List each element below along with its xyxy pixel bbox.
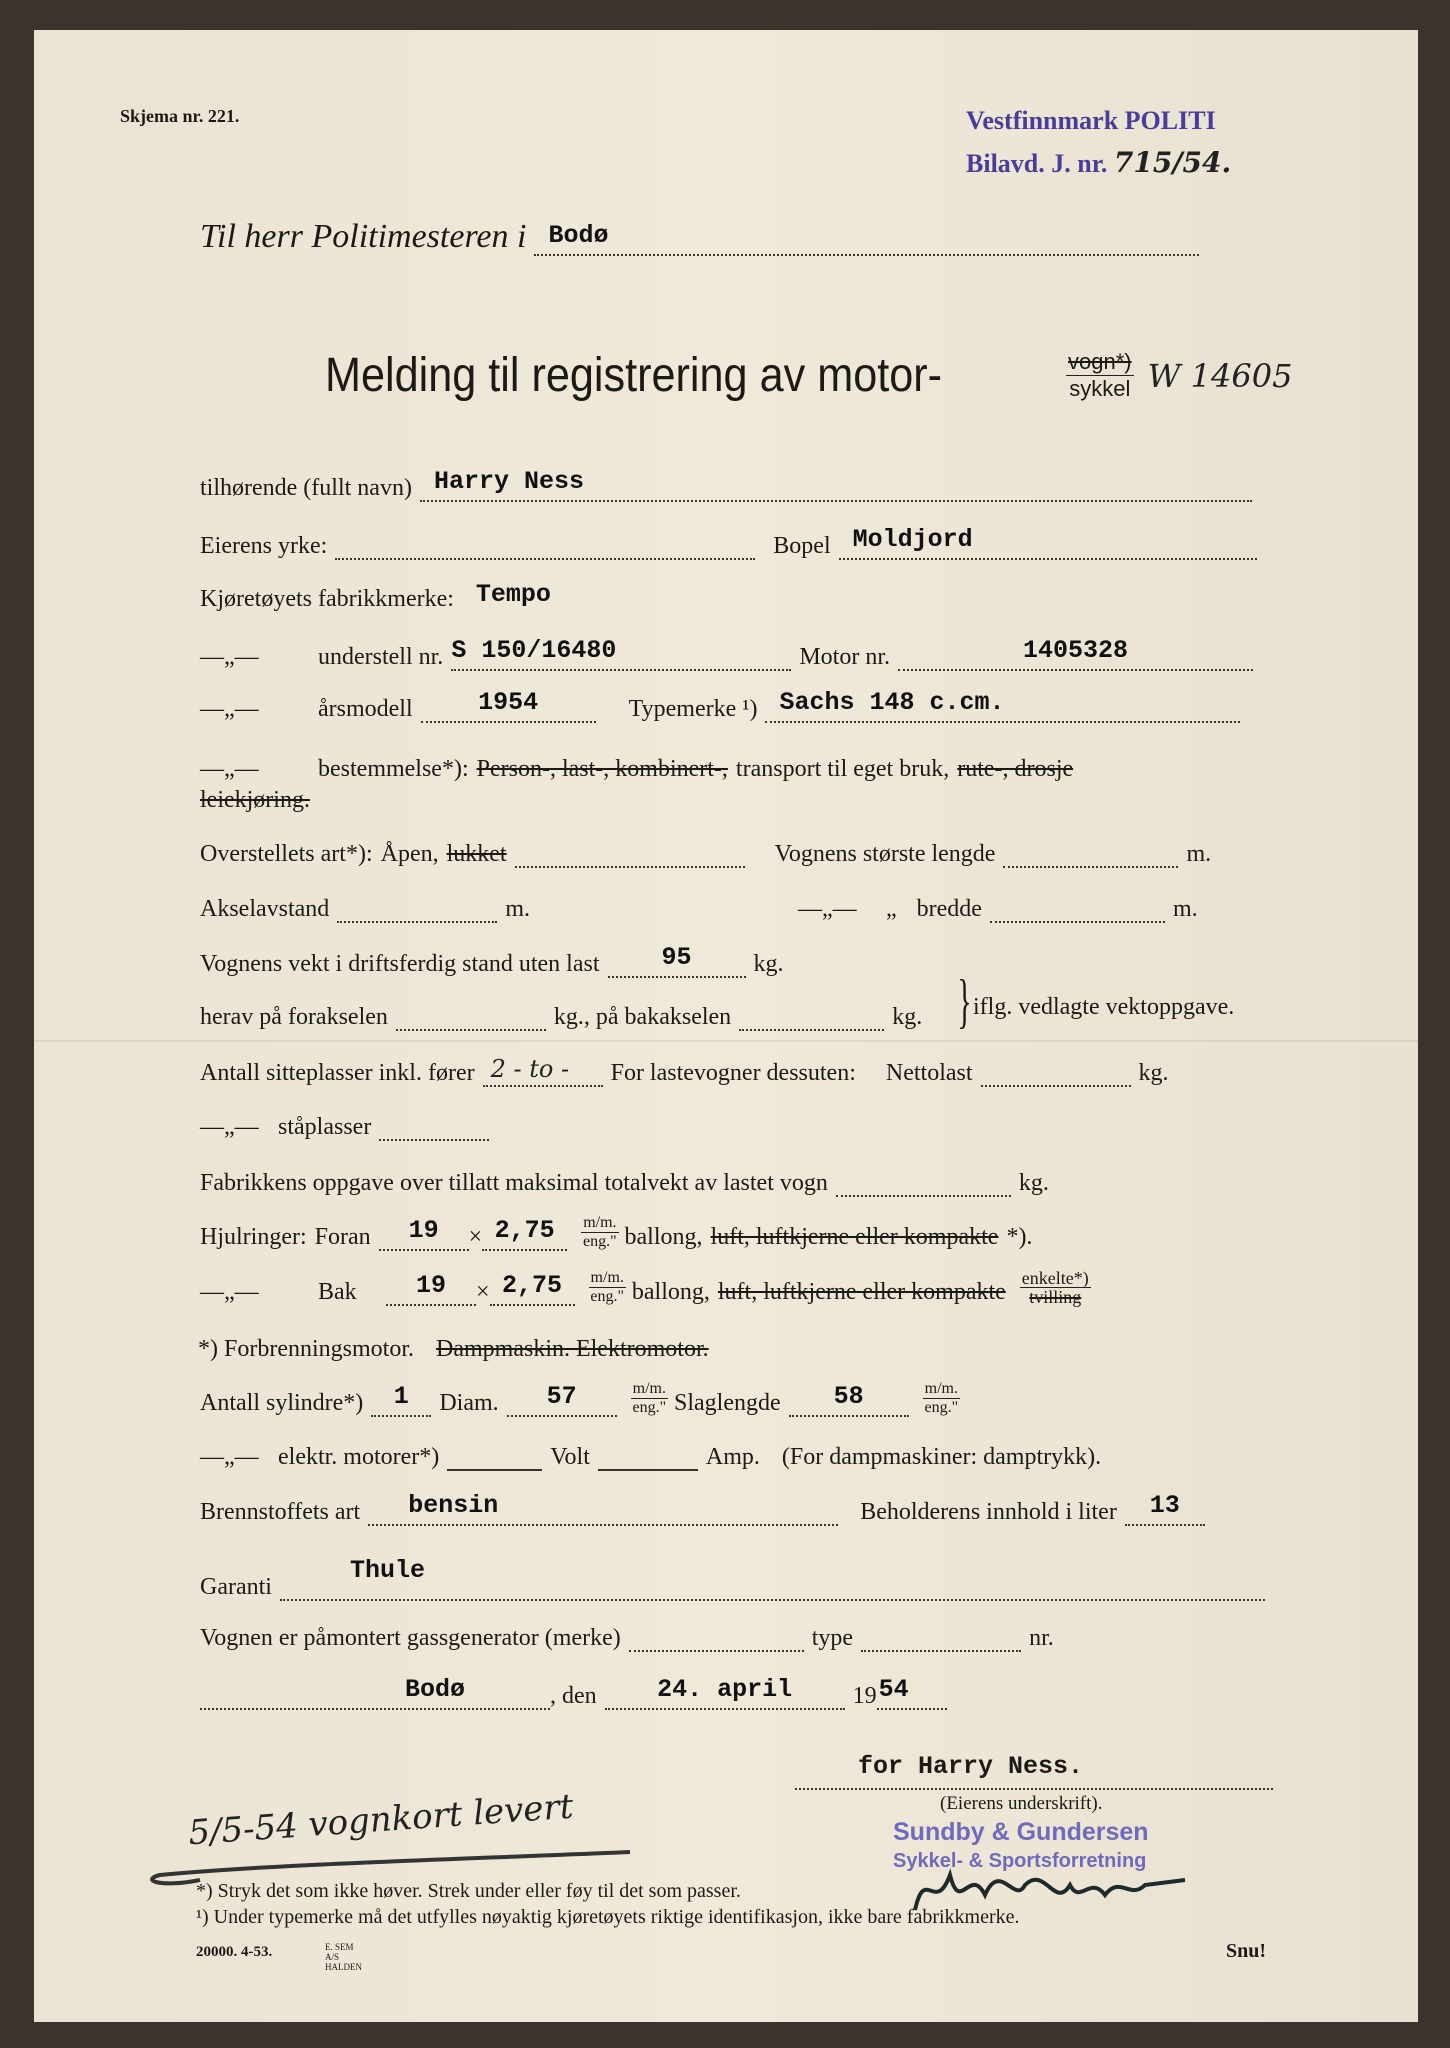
residence-field[interactable]: [839, 525, 1257, 560]
purpose-row-2: [200, 780, 318, 814]
length-label: Vognens største lengde: [774, 841, 996, 867]
single-option: enkelte*): [1021, 1268, 1089, 1288]
front-wheels-row: Hjulringer: Foran 19 × 2,75 $\frac{m/m.}{\text{eng."}}$ ballong, luft, luftkjerne eller kompakte *).: [200, 1214, 1033, 1250]
day-value: 24. april: [657, 1675, 793, 1704]
signature-typed: for Harry Ness.: [858, 1752, 1084, 1781]
fuel-value: bensin: [408, 1491, 499, 1520]
front-label: Foran: [314, 1224, 371, 1250]
ditto-mark: —„—: [200, 696, 259, 722]
year-label: årsmodell: [318, 696, 413, 722]
cylinders-value: 1: [393, 1382, 409, 1411]
den-label: , den: [550, 1683, 597, 1709]
front-axle-label: herav på forakselen: [200, 1004, 388, 1030]
ballong-label: ballong,: [631, 1279, 710, 1305]
option-sykkel: sykkel: [1069, 376, 1131, 401]
handwritten-note: 5/5-54 vognkort levert: [187, 1786, 575, 1854]
weight-label: Vognens vekt i driftsferdig stand uten last: [200, 951, 600, 977]
body-label: Overstellets art*):: [200, 841, 373, 867]
rear-wheels-row: —„— Bak 19 × 2,75 $\frac{m/m.}{\text{eng."}}$ ballong, luft, luftkjerne eller kompakte $\frac{\text{enkelte*)}}{\text{tvilling}}$: [200, 1268, 1089, 1307]
max-weight-unit: kg.: [1018, 1170, 1049, 1196]
purpose-selected: transport til eget bruk,: [735, 756, 950, 782]
type-value: Sachs 148 c.cm.: [779, 688, 1005, 717]
addressee-value: Bodø: [548, 221, 609, 250]
front-wheel-a-value: 19: [408, 1216, 439, 1245]
unit-top: m/m.: [924, 1380, 958, 1397]
diameter-field[interactable]: [507, 1382, 617, 1417]
warranty-value: Thule: [349, 1556, 425, 1585]
width-field[interactable]: [990, 891, 1165, 923]
electric-label: elektr. motorer*): [278, 1444, 440, 1470]
axle-field[interactable]: [337, 891, 497, 923]
ditto-mark: —„—: [797, 896, 857, 922]
footnote-2: ¹) Under typemerke må det utfylles nøyaktig kjøretøyets riktige identifikasjon, ikke bare fabrikkmerke.: [196, 1906, 1020, 1928]
struck-tire-types: luft, luftkjerne eller kompakte: [717, 1279, 1006, 1305]
unit-top: m/m.: [583, 1214, 617, 1231]
gas-label: Vognen er påmontert gassgenerator (merke): [200, 1625, 621, 1651]
day-field[interactable]: [605, 1675, 845, 1710]
place-value: Bodø: [404, 1675, 465, 1704]
owner-value: Harry Ness: [433, 467, 584, 496]
occupation-label: Eierens yrke:: [200, 533, 328, 559]
stroke-label: Slaglengde: [673, 1390, 781, 1416]
cylinders-row: [200, 1380, 966, 1417]
gas-make-field[interactable]: [629, 1620, 804, 1652]
dealer-stamp-line2: Sykkel- & Sportsforretning: [893, 1850, 1147, 1872]
stroke-value: 58: [833, 1382, 864, 1411]
gas-type-label: type: [811, 1625, 854, 1651]
fuel-row: [200, 1492, 1213, 1526]
weight-unit: kg.: [753, 951, 784, 977]
printer-name: E. SEM A/S HALDEN: [325, 1942, 362, 1972]
brace: }: [957, 968, 972, 1034]
owner-label: tilhørende (fullt navn): [200, 475, 412, 501]
net-load-label: Nettolast: [885, 1060, 973, 1086]
ditto-mark: —„—: [200, 1114, 259, 1140]
seats-label: Antall sitteplasser inkl. fører: [200, 1060, 475, 1086]
truck-label: For lastevogner dessuten:: [610, 1060, 856, 1086]
addressee-row: [200, 212, 1207, 256]
weight-row: [200, 944, 792, 978]
twin-option: tvilling: [1029, 1287, 1082, 1307]
signature-line[interactable]: [795, 1788, 1273, 1790]
place-field[interactable]: [200, 1675, 550, 1710]
year-field[interactable]: [877, 1675, 947, 1710]
unit-bottom: eng.": [924, 1399, 959, 1416]
width-label: bredde: [916, 896, 982, 922]
footnote-mark: *).: [1006, 1224, 1033, 1250]
gas-type-field[interactable]: [861, 1620, 1021, 1652]
rear-axle-label: kg., på bakakselen: [553, 1004, 732, 1030]
signature-caption: (Eierens underskrift).: [940, 1793, 1103, 1814]
body-open: Åpen,: [380, 841, 439, 867]
seats-value: 2 - to -: [490, 1055, 570, 1083]
owner-field[interactable]: [420, 467, 1252, 502]
chassis-value: S 150/16480: [451, 636, 617, 665]
struck-tire-types: luft, luftkjerne eller kompakte: [710, 1224, 999, 1250]
police-stamp-line1: Vestfinnmark POLITI: [966, 106, 1216, 135]
standing-label: ståplasser: [278, 1114, 372, 1140]
purpose-struck-options: Person-, last-, kombinert-,: [476, 756, 728, 782]
max-weight-field[interactable]: [836, 1165, 1011, 1197]
warranty-label: Garanti: [200, 1574, 272, 1600]
front-unit: [581, 1214, 618, 1251]
seats-row: [200, 1053, 1177, 1087]
standing-field[interactable]: [379, 1109, 489, 1141]
single-twin: [1020, 1269, 1091, 1306]
weight-note: iflg. vedlagte vektoppgave.: [973, 994, 1235, 1020]
addressee-field[interactable]: [534, 216, 1199, 256]
ditto-mark: —„—: [200, 1279, 259, 1305]
title-text: Melding til registrering av motor-: [325, 349, 943, 402]
unit-bottom: eng.": [590, 1288, 625, 1305]
fold-line: [34, 1040, 1418, 1042]
front-wheel-a[interactable]: [379, 1216, 469, 1251]
front-wheel-b-value: 2,75: [494, 1216, 555, 1245]
stroke-unit: [923, 1380, 960, 1417]
fuel-field[interactable]: [368, 1491, 838, 1526]
seats-field[interactable]: [483, 1055, 603, 1087]
journal-label: Bilavd. J. nr.: [966, 149, 1108, 178]
year-row: [200, 689, 1248, 723]
page-title: [325, 348, 1292, 403]
electric-field[interactable]: [447, 1439, 542, 1471]
body-row: [200, 834, 1219, 868]
combustion-engine: *) Forbrenningsmotor.: [198, 1336, 414, 1362]
axle-unit: m.: [505, 896, 530, 922]
unit-bottom: eng.": [632, 1399, 667, 1416]
year-field[interactable]: [421, 688, 596, 723]
rear-wheel-b-value: 2,75: [502, 1271, 563, 1300]
type-field[interactable]: [765, 688, 1240, 723]
gas-nr-label: nr.: [1029, 1625, 1054, 1651]
ditto-mark-2: „: [885, 896, 897, 922]
chassis-field[interactable]: [451, 636, 791, 671]
journal-number: 715/54.: [1113, 146, 1232, 179]
purpose-label: bestemmelse*):: [318, 756, 469, 782]
weight-value: 95: [661, 943, 692, 972]
tank-value: 13: [1149, 1491, 1180, 1520]
rear-unit: [589, 1269, 626, 1306]
width-unit: m.: [1172, 896, 1198, 922]
turn-over: Snu!: [1226, 1940, 1267, 1962]
cylinders-field[interactable]: [371, 1382, 431, 1417]
front-wheel-b[interactable]: [482, 1216, 567, 1251]
make-value: Tempo: [475, 580, 551, 609]
diameter-value: 57: [546, 1382, 577, 1411]
amp-label: Amp.: [705, 1444, 760, 1470]
cylinders-label: Antall sylindre*): [200, 1390, 364, 1416]
axle-row: [200, 889, 1206, 923]
occupation-row: [200, 526, 1265, 560]
diameter-unit: [631, 1380, 668, 1417]
front-axle-field[interactable]: [396, 999, 546, 1031]
ballong-label: ballong,: [624, 1224, 703, 1250]
standing-row: [200, 1107, 497, 1141]
purpose-struck-route: rute-, drosje: [957, 756, 1074, 782]
unit-bottom: eng.": [583, 1233, 617, 1250]
rear-wheel-a[interactable]: [386, 1271, 476, 1306]
purpose-row: [200, 749, 1081, 783]
warranty-field[interactable]: [280, 1556, 1265, 1601]
date-row: [200, 1676, 955, 1710]
unit-top: m/m.: [632, 1380, 666, 1397]
rear-wheel-b[interactable]: [490, 1271, 575, 1306]
stroke-field[interactable]: [789, 1382, 909, 1417]
police-stamp-line2: [966, 146, 1231, 179]
tank-field[interactable]: [1125, 1491, 1205, 1526]
option-vogn: vogn*): [1068, 349, 1132, 374]
year-value: 1954: [478, 688, 539, 717]
footnote-1: *) Stryk det som ikke høver. Strek under eller føy til det som passer.: [196, 1880, 741, 1902]
owner-row: [200, 468, 1260, 502]
residence-label: Bopel: [773, 533, 831, 559]
diameter-label: Diam.: [439, 1390, 499, 1416]
century-label: 19: [852, 1683, 877, 1709]
purpose-struck-hire: leiekjøring.: [200, 787, 310, 813]
make-row: [200, 579, 770, 613]
form-number: Skjema nr. 221.: [120, 106, 240, 126]
steam-note: (For dampmaskiner: damptrykk).: [781, 1444, 1102, 1470]
ditto-mark: —„—: [200, 756, 259, 782]
ditto-mark: —„—: [200, 1444, 259, 1470]
axle-weight-row: [200, 968, 1242, 1034]
registration-number: W 14605: [1147, 356, 1293, 395]
body-field[interactable]: [515, 836, 745, 868]
rear-wheel-a-value: 19: [415, 1271, 446, 1300]
chassis-label: understell nr.: [318, 644, 444, 670]
amp-field[interactable]: [598, 1439, 698, 1471]
net-load-unit: kg.: [1138, 1060, 1169, 1086]
date-year-value: 54: [878, 1675, 909, 1704]
ditto-mark: —„—: [200, 644, 259, 670]
length-unit: m.: [1186, 841, 1212, 867]
residence-value: Moldjord: [852, 525, 973, 554]
rear-axle-unit: kg.: [892, 1004, 923, 1030]
tank-label: Beholderens innhold i liter: [860, 1499, 1117, 1525]
type-label: Typemerke ¹): [628, 696, 758, 722]
chassis-row: [200, 637, 1261, 671]
motor-value: 1405328: [1022, 636, 1128, 665]
make-field[interactable]: [462, 580, 762, 613]
rear-label: Bak: [318, 1279, 357, 1305]
occupation-field[interactable]: [335, 528, 755, 560]
length-field[interactable]: [1003, 836, 1178, 868]
vehicle-kind: [1066, 349, 1134, 402]
net-load-field[interactable]: [981, 1055, 1131, 1087]
wheels-label: Hjulringer:: [200, 1224, 307, 1250]
motor-field[interactable]: [898, 636, 1253, 671]
motor-label: Motor nr.: [799, 644, 890, 670]
warranty-row: [200, 1556, 1273, 1601]
addressee-label: Til herr Politimesteren i: [200, 218, 527, 255]
electric-row: [200, 1437, 1109, 1471]
max-weight-row: [200, 1163, 1057, 1197]
gas-row: [200, 1618, 1062, 1652]
printer-code: 20000. 4-53.: [196, 1944, 273, 1960]
body-closed: lukket: [446, 841, 507, 867]
axle-label: Akselavstand: [200, 896, 330, 922]
fuel-label: Brennstoffets art: [200, 1499, 361, 1525]
engine-type-row: [198, 1329, 717, 1363]
weight-field[interactable]: [608, 943, 746, 978]
volt-label: Volt: [550, 1444, 590, 1470]
unit-top: m/m.: [590, 1269, 624, 1286]
max-weight-label: Fabrikkens oppgave over tillatt maksimal totalvekt av lastet vogn: [200, 1170, 828, 1196]
make-label: Kjøretøyets fabrikkmerke:: [200, 586, 454, 612]
rear-axle-field[interactable]: [739, 999, 884, 1031]
struck-engine-types: Dampmaskin. Elektromotor.: [436, 1336, 709, 1362]
dealer-stamp-line1: Sundby & Gundersen: [893, 1818, 1149, 1846]
